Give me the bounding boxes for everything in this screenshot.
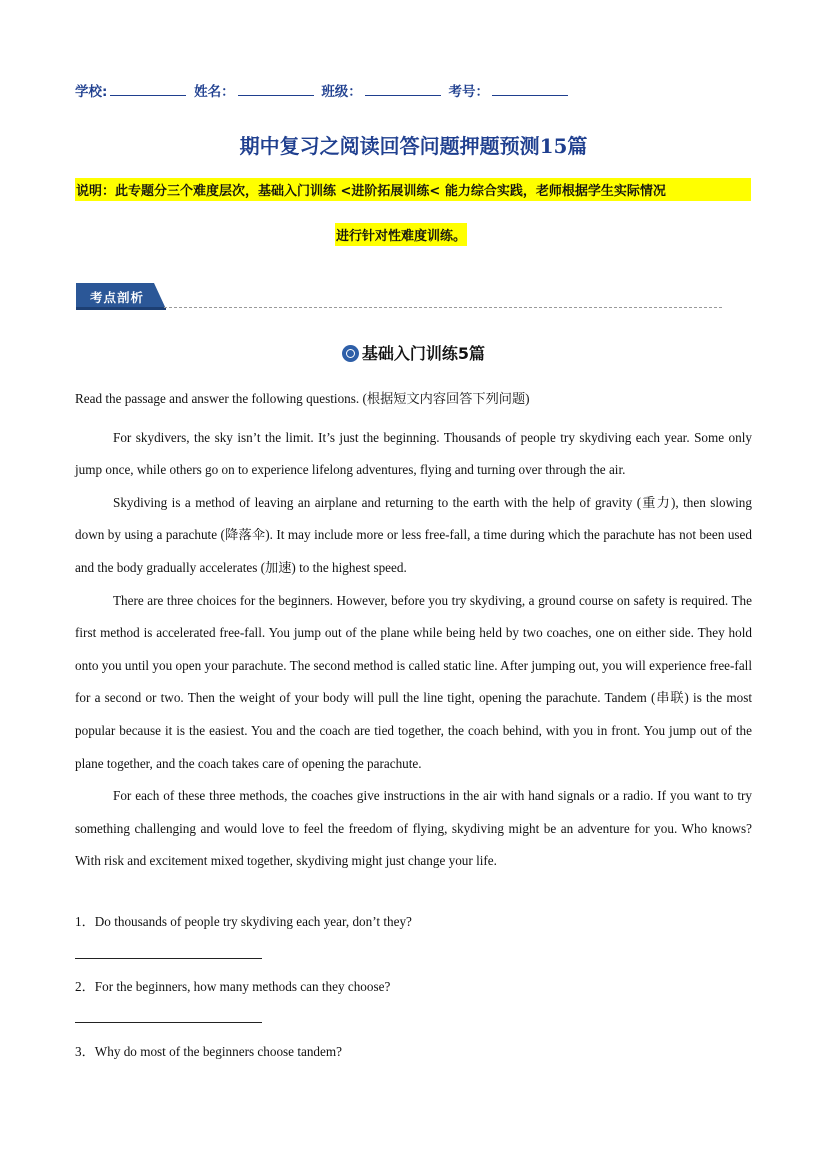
passage bbox=[75, 389, 752, 878]
name-label: 姓名： bbox=[194, 84, 235, 100]
class-blank[interactable] bbox=[365, 83, 441, 96]
school-label: 学校: bbox=[75, 84, 108, 100]
badge-icon bbox=[342, 345, 359, 362]
task-instruction: Read the passage and answer the following questions. (根据短文内容回答下列问题) bbox=[75, 391, 530, 406]
passage-paragraph-2: Skydiving is a method of leaving an airplane and returning to the earth with the help of gravity (重力), then slowing down by using a parachute (降落伞). It may include more or less free-fall, a time during which the parachute has not been used and the body gradually accelerates (加速) to the highest speed. bbox=[75, 494, 752, 575]
instruction-note-line1: 说明：此专题分三个难度层次，基础入门训练 <进阶拓展训练< 能力综合实践，老师根据学生实际情况 bbox=[75, 178, 751, 201]
passage-paragraph-1: For skydivers, the sky isn’t the limit. It’s just the beginning. Thousands of people try skydiving each year. Some only jump once, while others go on to experience lifelong adventures, flying and turning over through the air. bbox=[75, 429, 752, 478]
student-info-line bbox=[75, 80, 571, 100]
exam-number-label: 考号： bbox=[448, 84, 490, 100]
section-divider bbox=[164, 307, 722, 308]
page-title: 期中复习之阅读回答问题押题预测15篇 bbox=[239, 134, 588, 158]
passage-paragraph-3: There are three choices for the beginners. However, before you try skydiving, a ground course on safety is required. The first method is accelerated free-fall. You jump out of the plane while being held by two coaches, one on either side. They hold onto you until you open your parachute. The second method is called static line. After jumping out, you will experience free-fall for a second or two. Then the weight of your body will pull the line tight, opening the parachute. Tandem (串联) is the most popular because it is the easiest. You and the coach are tied together, the coach behind, with you in front. You jump out of the plane together, and the coach takes care of opening the parachute. bbox=[75, 592, 752, 771]
section-tab-label: 考点剖析 bbox=[90, 290, 145, 305]
exam-number-blank[interactable] bbox=[492, 83, 568, 96]
question-2: 2．For the beginners, how many methods can they choose? bbox=[75, 979, 391, 994]
section-tab bbox=[76, 283, 164, 310]
subheading-text: 基础入门训练5篇 bbox=[361, 344, 486, 363]
section-subheading bbox=[0, 341, 827, 364]
answer-line-1[interactable] bbox=[75, 958, 262, 959]
question-3: 3．Why do most of the beginners choose tandem? bbox=[75, 1044, 342, 1059]
question-1: 1．Do thousands of people try skydiving each year, don’t they? bbox=[75, 914, 412, 929]
answer-line-2[interactable] bbox=[75, 1022, 262, 1023]
class-label: 班级： bbox=[321, 84, 362, 100]
passage-paragraph-4: For each of these three methods, the coaches give instructions in the air with hand signals or a radio. If you want to try something challenging and would love to feel the freedom of flying, skydiving might be an adventure for you. Who knows? With risk and excitement mixed together, skydiving might just change your life. bbox=[75, 788, 752, 869]
name-blank[interactable] bbox=[238, 83, 314, 96]
school-blank[interactable] bbox=[110, 83, 186, 96]
instruction-note-line2: 进行针对性难度训练。 bbox=[335, 223, 467, 246]
